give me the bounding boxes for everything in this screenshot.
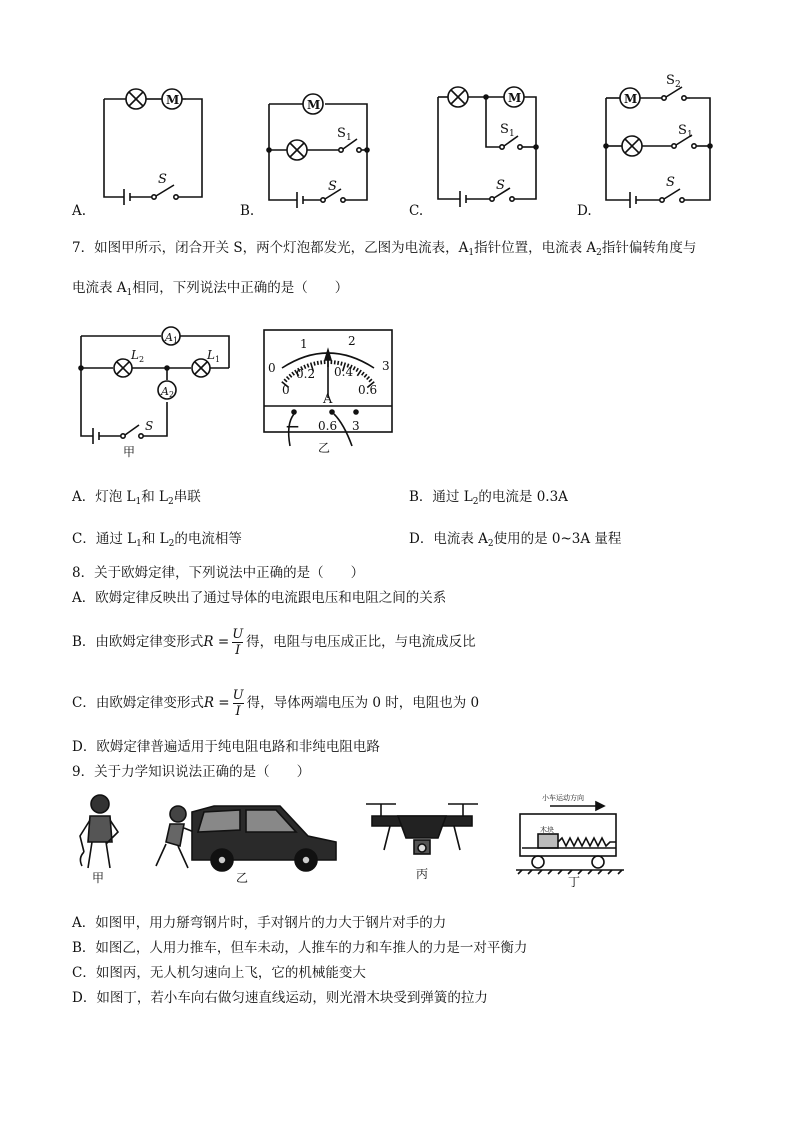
q9-stem: 9．关于力学知识说法正确的是（ ） — [72, 764, 311, 780]
scale-tick — [369, 379, 372, 382]
svg-text:A: A — [165, 331, 173, 344]
figure-caption-jia: 甲 — [123, 445, 136, 459]
svg-text:M: M — [508, 91, 522, 105]
unit-label: A — [323, 392, 333, 407]
q8-option-d[interactable]: D．欧姆定律普遍适用于纯电阻电路和非纯电阻电路 — [72, 739, 380, 755]
figure-caption-bing: 丙 — [416, 867, 429, 881]
circuit-diagram-b — [265, 92, 375, 212]
q8-option-a[interactable]: A．欧姆定律反映出了通过导体的电流跟电压和电阻之间的关系 — [72, 590, 447, 606]
q7-stem-line2: 电流表 $A_1$相同，下列说法中正确的是（ ） — [72, 280, 349, 298]
q9-option-b[interactable]: B．如图乙，人用力推车，但车未动，人推车的力和车推人的力是一对平衡力 — [72, 940, 528, 956]
figure-caption-yi: 乙 — [236, 871, 249, 885]
svg-text:1: 1 — [215, 355, 221, 364]
svg-text:S: S — [328, 179, 337, 194]
svg-text:1: 1 — [346, 133, 352, 143]
terminal-neg: — — [286, 419, 299, 434]
scale-tick — [364, 374, 367, 377]
q9-option-c[interactable]: C．如图丙，无人机匀速向上飞，它的机械能变大 — [72, 965, 366, 981]
svg-text:M: M — [307, 98, 321, 112]
cart-direction-label: 小车运动方向 — [542, 794, 584, 802]
svg-text:S: S — [666, 175, 675, 190]
q9-figure-ding-cart — [512, 790, 632, 889]
circuit-diagram-c — [434, 85, 544, 213]
q7-option-b[interactable]: B．通过 $L_2$的电流是 0.3A — [409, 489, 568, 507]
svg-text:S: S — [158, 172, 167, 187]
motor-label: M — [166, 93, 180, 107]
scale-tick — [292, 372, 294, 375]
option-c-label: C. — [409, 203, 424, 219]
svg-text:S: S — [337, 126, 346, 141]
svg-text:S: S — [678, 123, 687, 138]
circuit-diagram-a — [100, 85, 210, 210]
option-b-label: B. — [240, 203, 255, 219]
circuit-diagram-d — [602, 72, 717, 212]
svg-text:S: S — [666, 73, 675, 88]
svg-text:S: S — [145, 419, 154, 433]
q7-figure-yi-ammeter — [262, 328, 394, 456]
q9-option-d[interactable]: D．如图丁，若小车向右做匀速直线运动，则光滑木块受到弹簧的拉力 — [72, 990, 488, 1006]
svg-text:2: 2 — [675, 80, 681, 90]
q9-figure-yi-car — [140, 802, 355, 884]
scale-bottom-1: 0.2 — [296, 367, 316, 381]
svg-text:M: M — [624, 92, 638, 106]
q7-option-a[interactable]: A．灯泡 $L_1$和 $L_2$串联 — [72, 489, 201, 507]
q9-figure-bing-drone — [362, 798, 482, 884]
scale-top-2: 2 — [348, 334, 356, 348]
q7-stem-line1: 7．如图甲所示，闭合开关 S，两个灯泡都发光，乙图为电流表，$A_1$指针位置，电流表 $A_2$指针偏转角度与 — [72, 240, 697, 258]
svg-text:A: A — [161, 385, 169, 398]
block-label: 木块 — [540, 826, 554, 834]
scale-tick — [356, 368, 358, 371]
svg-text:S: S — [500, 122, 509, 137]
option-a-label: A. — [72, 203, 87, 219]
svg-text:S: S — [496, 178, 505, 193]
q7-figure-jia-circuit — [75, 322, 245, 462]
svg-text:1: 1 — [687, 130, 693, 140]
scale-bottom-0: 0 — [282, 383, 290, 397]
scale-tick — [287, 377, 290, 380]
scale-bottom-2: 0.4 — [334, 365, 354, 379]
scale-tick — [314, 362, 315, 366]
scale-top-0: 0 — [268, 361, 276, 375]
scale-tick — [357, 370, 361, 376]
scale-tick — [367, 377, 370, 380]
svg-text:L: L — [131, 348, 139, 362]
scale-top-3: 3 — [382, 359, 390, 373]
q8-stem: 8．关于欧姆定律，下列说法中正确的是（ ） — [72, 565, 365, 581]
q9-figure-jia-boy — [76, 792, 126, 884]
option-d-label: D. — [577, 203, 592, 219]
svg-text:2: 2 — [139, 355, 145, 364]
scale-top-1: 1 — [300, 337, 308, 351]
terminal-06: 0.6 — [318, 419, 338, 433]
scale-tick — [317, 361, 318, 365]
scale-tick — [284, 379, 287, 382]
scale-tick — [289, 374, 292, 377]
q7-option-d[interactable]: D．电流表 $A_2$使用的是 0~3A 量程 — [409, 531, 622, 549]
svg-text:L: L — [207, 348, 215, 362]
figure-caption-ding: 丁 — [568, 875, 581, 889]
scale-tick — [353, 366, 355, 370]
q8-option-b[interactable]: B．由欧姆定律变形式R = $\frac{U}{I}$ 得，电阻与电压成正比，与电流成反比 — [72, 627, 476, 658]
q9-option-a[interactable]: A．如图甲，用力掰弯钢片时，手对钢片的力大于钢片对手的力 — [72, 915, 447, 931]
scale-tick — [362, 372, 364, 375]
svg-text:1: 1 — [509, 129, 515, 139]
figure-caption-yi: 乙 — [318, 441, 331, 455]
terminal-3: 3 — [352, 419, 360, 433]
svg-text:1: 1 — [173, 336, 179, 345]
figure-caption-jia: 甲 — [92, 871, 105, 885]
q8-option-c[interactable]: C．由欧姆定律变形式R = $\frac{U}{I}$ 得，导体两端电压为 0 时，电阻也为 0 — [72, 688, 480, 719]
scale-bottom-3: 0.6 — [358, 383, 378, 397]
svg-text:2: 2 — [169, 390, 175, 399]
q7-option-c[interactable]: C．通过 $L_1$和 $L_2$的电流相等 — [72, 531, 242, 549]
